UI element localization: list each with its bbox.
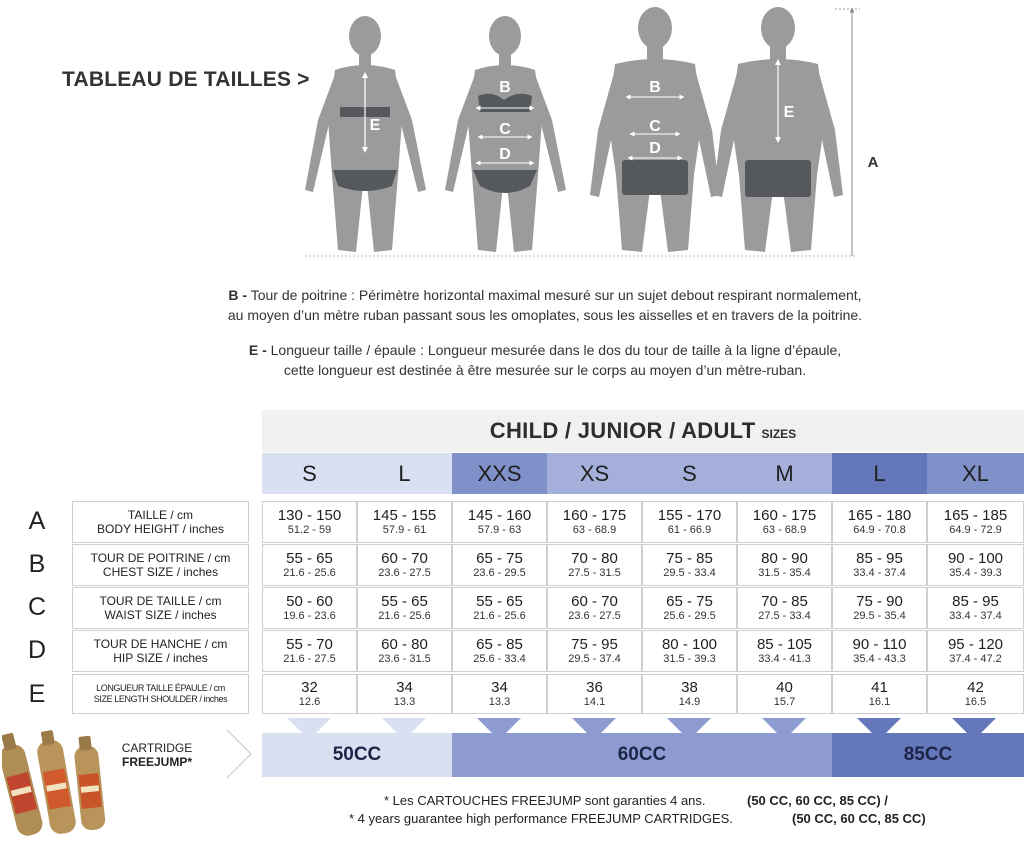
cell-imperial-value: 63 - 68.9 bbox=[572, 524, 617, 536]
footer-fr-cartridges: (50 CC, 60 CC, 85 CC) / bbox=[747, 793, 888, 808]
figure-label-b2: B bbox=[649, 79, 661, 96]
cell-imperial-value: 23.6 - 31.5 bbox=[378, 653, 431, 665]
table-cell bbox=[357, 630, 452, 672]
cell-metric-value: 160 - 175 bbox=[752, 507, 817, 524]
cell-metric-value: 80 - 90 bbox=[761, 550, 808, 567]
table-cell bbox=[642, 674, 737, 714]
banner-title: CHILD / JUNIOR / ADULT bbox=[489, 418, 756, 443]
cell-imperial-value: 21.6 - 25.6 bbox=[473, 610, 526, 622]
row-label-metric: TOUR DE POITRINE / cm bbox=[90, 551, 231, 565]
cell-imperial-value: 23.6 - 27.5 bbox=[568, 610, 621, 622]
cell-imperial-value: 21.6 - 25.6 bbox=[283, 567, 336, 579]
footer-en: * 4 years guarantee high performance FREEJUMP CARTRIDGES. bbox=[349, 811, 733, 826]
row-letter: D bbox=[27, 636, 47, 664]
figure-label-e1: E bbox=[369, 117, 381, 134]
cartridge-pointer-icon bbox=[857, 718, 901, 740]
table-cell bbox=[737, 587, 832, 629]
table-cell bbox=[452, 544, 547, 586]
cell-imperial-value: 27.5 - 31.5 bbox=[568, 567, 621, 579]
cell-imperial-value: 25.6 - 33.4 bbox=[473, 653, 526, 665]
table-cell bbox=[547, 587, 642, 629]
cell-imperial-value: 33.4 - 37.4 bbox=[949, 610, 1002, 622]
row-label-metric: TAILLE / cm bbox=[127, 508, 194, 522]
table-cell bbox=[832, 587, 927, 629]
cell-imperial-value: 13.3 bbox=[488, 696, 511, 708]
footer-en-cartridges: (50 CC, 60 CC, 85 CC) bbox=[792, 811, 926, 826]
table-cell bbox=[737, 674, 832, 714]
description-e-key: E - bbox=[248, 342, 267, 358]
cell-imperial-value: 29.5 - 35.4 bbox=[853, 610, 906, 622]
cell-imperial-value: 23.6 - 27.5 bbox=[378, 567, 431, 579]
table-cell bbox=[357, 501, 452, 543]
cell-imperial-value: 25.6 - 29.5 bbox=[663, 610, 716, 622]
cell-metric-value: 55 - 70 bbox=[286, 636, 333, 653]
table-cell bbox=[832, 544, 927, 586]
table-cell bbox=[547, 544, 642, 586]
table-cell bbox=[547, 501, 642, 543]
cell-metric-value: 36 bbox=[586, 679, 603, 696]
cell-metric-value: 60 - 70 bbox=[381, 550, 428, 567]
description-b bbox=[200, 285, 890, 325]
table-cell bbox=[262, 587, 357, 629]
cell-imperial-value: 61 - 66.9 bbox=[667, 524, 712, 536]
table-cell bbox=[927, 587, 1024, 629]
cartridge-pointer-icon bbox=[477, 718, 521, 740]
size-header-3: XS bbox=[547, 453, 642, 494]
row-label-imperial: BODY HEIGHT / inches bbox=[97, 522, 224, 536]
size-header-6: L bbox=[832, 453, 927, 494]
size-header-1: L bbox=[357, 453, 452, 494]
cell-metric-value: 41 bbox=[871, 679, 888, 696]
cell-metric-value: 90 - 100 bbox=[947, 550, 1004, 567]
figure-label-b1: B bbox=[499, 79, 511, 96]
row-letter: A bbox=[28, 507, 46, 535]
cell-metric-value: 165 - 180 bbox=[847, 507, 912, 524]
cell-imperial-value: 57.9 - 63 bbox=[477, 524, 522, 536]
cell-imperial-value: 27.5 - 33.4 bbox=[758, 610, 811, 622]
cartridge-bar-0: 50CC bbox=[262, 733, 452, 777]
description-b-line1: Tour de poitrine : Périmètre horizontal maximal mesuré sur un sujet debout respirant normalement, bbox=[247, 287, 862, 303]
cell-imperial-value: 63 - 68.9 bbox=[762, 524, 807, 536]
table-cell bbox=[832, 630, 927, 672]
cell-metric-value: 55 - 65 bbox=[286, 550, 333, 567]
description-b-line2: au moyen d’un mètre ruban passant sous les omoplates, sous les aisselles et en travers de la poitrine. bbox=[227, 307, 863, 323]
banner-sizes-label: SIZES bbox=[761, 427, 797, 441]
row-label-imperial: CHEST SIZE / inches bbox=[102, 565, 219, 579]
cell-imperial-value: 51.2 - 59 bbox=[287, 524, 332, 536]
chevron-right-icon bbox=[225, 728, 255, 780]
table-cell bbox=[357, 587, 452, 629]
cell-metric-value: 85 - 95 bbox=[856, 550, 903, 567]
cell-metric-value: 75 - 85 bbox=[666, 550, 713, 567]
cell-imperial-value: 64.9 - 72.9 bbox=[949, 524, 1002, 536]
cell-imperial-value: 31.5 - 35.4 bbox=[758, 567, 811, 579]
cell-metric-value: 34 bbox=[491, 679, 508, 696]
row-label-imperial: HIP SIZE / inches bbox=[113, 651, 208, 665]
cell-metric-value: 65 - 75 bbox=[666, 593, 713, 610]
cell-metric-value: 160 - 175 bbox=[562, 507, 627, 524]
table-cell bbox=[452, 501, 547, 543]
cell-imperial-value: 13.3 bbox=[393, 696, 416, 708]
table-cell bbox=[927, 501, 1024, 543]
figure-label-d1: D bbox=[499, 146, 511, 163]
table-cell bbox=[262, 630, 357, 672]
figure-label-d2: D bbox=[649, 140, 661, 157]
cell-metric-value: 42 bbox=[967, 679, 984, 696]
cell-imperial-value: 21.6 - 27.5 bbox=[283, 653, 336, 665]
cell-metric-value: 70 - 80 bbox=[571, 550, 618, 567]
row-letter: B bbox=[28, 550, 46, 578]
cell-metric-value: 55 - 65 bbox=[381, 593, 428, 610]
cell-imperial-value: 16.1 bbox=[868, 696, 891, 708]
man-front-shorts bbox=[622, 160, 688, 195]
figure-label-e2: E bbox=[783, 104, 795, 121]
cell-imperial-value: 31.5 - 39.3 bbox=[663, 653, 716, 665]
table-cell bbox=[547, 630, 642, 672]
cartridge-pointer-icon bbox=[287, 718, 331, 740]
size-header-4: S bbox=[642, 453, 737, 494]
cell-imperial-value: 12.6 bbox=[298, 696, 321, 708]
row-label bbox=[72, 674, 249, 714]
row-label-imperial: SIZE LENGTH SHOULDER / inches bbox=[93, 694, 228, 704]
row-label bbox=[72, 587, 249, 629]
description-e-line1: Longueur taille / épaule : Longueur mesurée dans le dos du tour de taille à la ligne d’épaule, bbox=[266, 342, 842, 358]
size-header-0: S bbox=[262, 453, 357, 494]
row-label-metric: LONGUEUR TAILLE ÉPAULE / cm bbox=[96, 683, 225, 693]
row-letter: E bbox=[28, 680, 46, 708]
cartridge-pointer-icon bbox=[762, 718, 806, 740]
table-cell bbox=[642, 501, 737, 543]
figure-label-a: A bbox=[867, 154, 879, 171]
cell-metric-value: 85 - 105 bbox=[756, 636, 813, 653]
size-table-banner bbox=[262, 410, 1024, 452]
cell-metric-value: 40 bbox=[776, 679, 793, 696]
cell-metric-value: 85 - 95 bbox=[952, 593, 999, 610]
cell-imperial-value: 64.9 - 70.8 bbox=[853, 524, 906, 536]
table-cell bbox=[452, 630, 547, 672]
body-measurement-figures bbox=[280, 0, 880, 265]
figure-label-c2: C bbox=[649, 118, 661, 135]
row-label bbox=[72, 544, 249, 586]
cell-metric-value: 75 - 95 bbox=[571, 636, 618, 653]
cell-imperial-value: 57.9 - 61 bbox=[382, 524, 427, 536]
table-cell bbox=[452, 674, 547, 714]
cartridge-pointer-icon bbox=[572, 718, 616, 740]
cell-metric-value: 75 - 90 bbox=[856, 593, 903, 610]
cell-metric-value: 38 bbox=[681, 679, 698, 696]
cell-metric-value: 34 bbox=[396, 679, 413, 696]
table-cell bbox=[927, 544, 1024, 586]
cartridge-pointer-icon bbox=[952, 718, 996, 740]
description-e-line2: cette longueur est destinée à être mesurée sur le corps au moyen d’un mètre-ruban. bbox=[283, 362, 807, 378]
table-cell bbox=[737, 630, 832, 672]
row-letter: C bbox=[27, 593, 47, 621]
cell-metric-value: 50 - 60 bbox=[286, 593, 333, 610]
cell-imperial-value: 16.5 bbox=[964, 696, 987, 708]
cell-imperial-value: 37.4 - 47.2 bbox=[949, 653, 1002, 665]
cartridge-bar-2: 85CC bbox=[832, 733, 1024, 777]
cell-metric-value: 155 - 170 bbox=[657, 507, 722, 524]
table-cell bbox=[452, 587, 547, 629]
cartridge-pointer-icon bbox=[667, 718, 711, 740]
table-cell bbox=[642, 587, 737, 629]
cell-metric-value: 95 - 120 bbox=[947, 636, 1004, 653]
row-label-imperial: WAIST SIZE / inches bbox=[104, 608, 217, 622]
table-cell bbox=[927, 630, 1024, 672]
cell-metric-value: 60 - 70 bbox=[571, 593, 618, 610]
row-label bbox=[72, 630, 249, 672]
cell-metric-value: 130 - 150 bbox=[277, 507, 342, 524]
cell-imperial-value: 33.4 - 37.4 bbox=[853, 567, 906, 579]
table-cell bbox=[737, 501, 832, 543]
cell-metric-value: 90 - 110 bbox=[852, 636, 907, 653]
cell-metric-value: 32 bbox=[301, 679, 318, 696]
cartridge-bar-1: 60CC bbox=[452, 733, 832, 777]
cell-metric-value: 165 - 185 bbox=[943, 507, 1008, 524]
cell-imperial-value: 35.4 - 43.3 bbox=[853, 653, 906, 665]
table-cell bbox=[642, 544, 737, 586]
table-cell bbox=[547, 674, 642, 714]
page-title: TABLEAU DE TAILLES > bbox=[62, 68, 310, 91]
cell-metric-value: 70 - 85 bbox=[761, 593, 808, 610]
cell-metric-value: 60 - 80 bbox=[381, 636, 428, 653]
cell-metric-value: 65 - 85 bbox=[476, 636, 523, 653]
table-cell bbox=[927, 674, 1024, 714]
description-b-key: B - bbox=[228, 287, 248, 303]
cell-imperial-value: 29.5 - 37.4 bbox=[568, 653, 621, 665]
cell-metric-value: 65 - 75 bbox=[476, 550, 523, 567]
cell-imperial-value: 14.9 bbox=[678, 696, 701, 708]
cartridge-bottles-image bbox=[2, 730, 112, 850]
row-label-metric: TOUR DE HANCHE / cm bbox=[93, 637, 228, 651]
footer-fr: * Les CARTOUCHES FREEJUMP sont garanties 4 ans. bbox=[384, 793, 706, 808]
size-header-7: XL bbox=[927, 453, 1024, 494]
table-cell bbox=[357, 674, 452, 714]
cell-metric-value: 55 - 65 bbox=[476, 593, 523, 610]
cell-imperial-value: 21.6 - 25.6 bbox=[378, 610, 431, 622]
cell-imperial-value: 23.6 - 29.5 bbox=[473, 567, 526, 579]
cell-imperial-value: 33.4 - 41.3 bbox=[758, 653, 811, 665]
cell-imperial-value: 19.6 - 23.6 bbox=[283, 610, 336, 622]
size-header-5: M bbox=[737, 453, 832, 494]
cell-metric-value: 145 - 160 bbox=[467, 507, 532, 524]
table-cell bbox=[832, 674, 927, 714]
table-cell bbox=[262, 674, 357, 714]
table-cell bbox=[737, 544, 832, 586]
figure-label-c1: C bbox=[499, 121, 511, 138]
man-back-shorts bbox=[745, 160, 811, 197]
description-e bbox=[200, 340, 890, 380]
cell-imperial-value: 14.1 bbox=[583, 696, 606, 708]
table-cell bbox=[262, 544, 357, 586]
table-cell bbox=[642, 630, 737, 672]
cell-imperial-value: 35.4 - 39.3 bbox=[949, 567, 1002, 579]
cartridge-pointer-icon bbox=[382, 718, 426, 740]
cell-metric-value: 145 - 155 bbox=[372, 507, 437, 524]
cell-imperial-value: 15.7 bbox=[773, 696, 796, 708]
cartridge-label-line2: FREEJUMP* bbox=[121, 755, 192, 769]
row-label bbox=[72, 501, 249, 543]
table-cell bbox=[832, 501, 927, 543]
size-header-2: XXS bbox=[452, 453, 547, 494]
row-label-metric: TOUR DE TAILLE / cm bbox=[99, 594, 222, 608]
table-cell bbox=[262, 501, 357, 543]
cell-imperial-value: 29.5 - 33.4 bbox=[663, 567, 716, 579]
cartridge-label-line1: CARTRIDGE bbox=[121, 741, 193, 755]
cartridge-label bbox=[104, 741, 210, 769]
table-cell bbox=[357, 544, 452, 586]
cell-metric-value: 80 - 100 bbox=[661, 636, 718, 653]
